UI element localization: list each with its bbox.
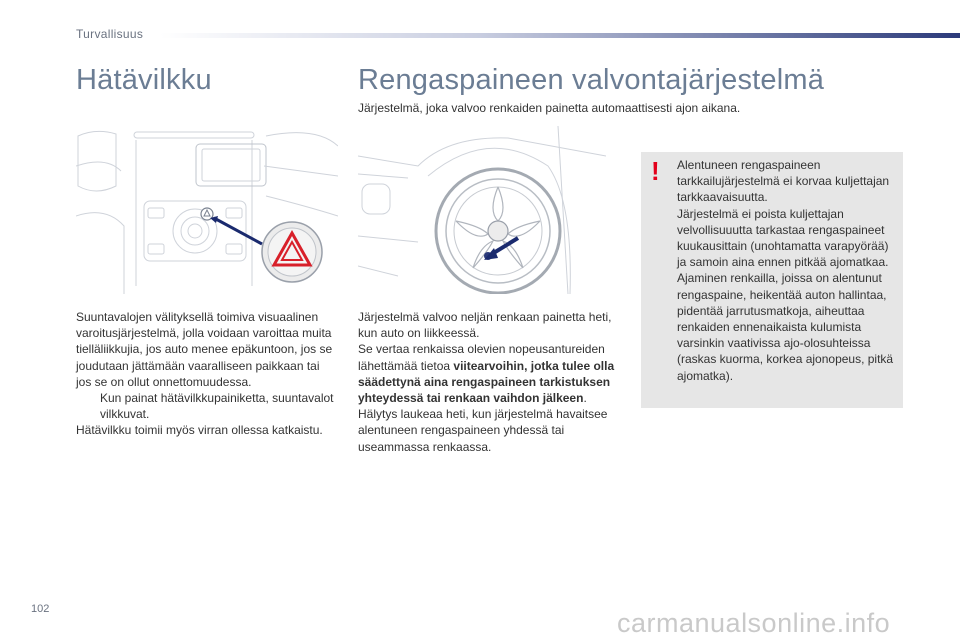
- tpms-p2-suffix: .: [583, 391, 587, 406]
- tyre-pressure-title: Rengaspaineen valvontajärjestelmä: [358, 64, 825, 96]
- header-bar: [160, 33, 960, 38]
- warning-box: [641, 152, 903, 408]
- hazard-lights-text: [76, 309, 338, 439]
- warning-paragraph-1: Alentuneen rengaspaineen tarkkailujärjestelmä ei korvaa kuljettajan tarkkaavaisuutta.: [677, 158, 890, 205]
- tpms-paragraph-3: Hälytys laukeaa heti, kun järjestelmä havaitsee alentuneen rengaspaineen yhdessä tai useammassa renkaassa.: [358, 407, 608, 454]
- tpms-paragraph-2: [358, 341, 620, 406]
- hazard-note: Hätävilkku toimii myös virran ollessa katkaistu.: [76, 423, 323, 438]
- warning-paragraph-3: Ajaminen renkailla, joissa on alentunut rengaspaine, heikentää auton hallintaa, pidentää jarrutusmatkoja, aiheuttaa renkaiden ennenaikaista kulumista varsinkin vaativissa ajo-olosuhteissa (raskas kuorma, korkea ajonopeus, pitkä ajomatka).: [677, 271, 894, 383]
- arrow-bullet-icon: [76, 390, 100, 422]
- section-label: Turvallisuus: [76, 27, 144, 41]
- tpms-paragraph-1: Järjestelmä valvoo neljän renkaan painetta heti, kun auto on liikkeessä.: [358, 310, 612, 341]
- warning-exclamation-icon: !: [651, 156, 660, 186]
- tpms-p2-bold: viitearvoihin, jotka tulee olla säädettynä aina rengaspaineen tarkistuksen yhteydessä tai renkaan vaihdon jälkeen: [358, 358, 615, 406]
- warning-text: [677, 157, 901, 384]
- tyre-pressure-subtitle: Järjestelmä, joka valvoo renkaiden painetta automaattisesti ajon aikana.: [358, 101, 741, 115]
- hazard-description: Suuntavalojen välityksellä toimiva visuaalinen varoitusjärjestelmä, jolla voidaan varoittaa muita tielläliikkujia, jos auto menee epäkuntoon, jos se joudutaan jättämään vaaralliseen paikkaan tai jos se on ollut onnettomuudessa.: [76, 310, 333, 389]
- dashboard-drawing: [76, 126, 338, 294]
- hazard-bullet: [76, 390, 338, 422]
- warning-paragraph-2: Järjestelmä ei poista kuljettajan velvollisuuutta tarkastaa rengaspaineet kuukausittain (unohtamatta varapyörää) ja samoin aina ennen pitkää ajomatkaa.: [677, 206, 889, 270]
- hazard-lights-title: Hätävilkku: [76, 64, 212, 96]
- tpms-p2-prefix: Se vertaa renkaissa olevien nopeusantureiden lähettämää tietoa: [358, 342, 605, 373]
- watermark: carmanualsonline.info: [617, 608, 891, 638]
- wheel-drawing: [358, 126, 606, 294]
- page-number: 102: [31, 603, 50, 615]
- dashboard-illustration: [76, 126, 338, 294]
- hazard-bullet-text: Kun painat hätävilkkupainiketta, suuntavalot vilkkuvat.: [100, 391, 334, 422]
- tyre-pressure-text: [358, 309, 620, 455]
- wheel-illustration: [358, 126, 606, 294]
